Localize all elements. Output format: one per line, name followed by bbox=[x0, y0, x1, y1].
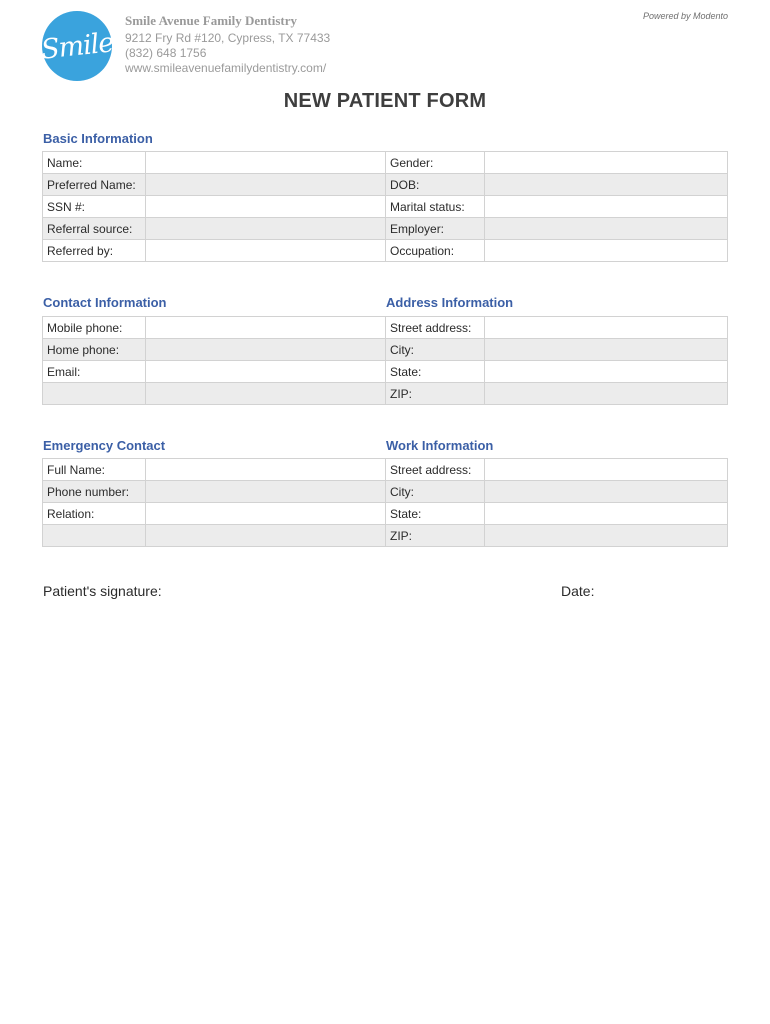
zip-field[interactable] bbox=[485, 383, 728, 405]
gender-field[interactable] bbox=[485, 152, 728, 174]
table-row bbox=[43, 218, 728, 240]
clinic-logo bbox=[39, 11, 115, 81]
name-field[interactable] bbox=[146, 152, 386, 174]
emergency-contact-heading: Emergency Contact bbox=[43, 438, 166, 453]
email-field[interactable] bbox=[146, 361, 386, 383]
field-label: Home phone: bbox=[43, 339, 146, 361]
date-label: Date: bbox=[561, 583, 595, 599]
field-label: City: bbox=[386, 481, 485, 503]
clinic-info bbox=[125, 13, 330, 76]
table-row bbox=[43, 383, 386, 405]
work-info-table bbox=[385, 458, 728, 547]
mobile-phone-field[interactable] bbox=[146, 317, 386, 339]
clinic-phone: (832) 648 1756 bbox=[125, 46, 207, 60]
field-label: ZIP: bbox=[386, 383, 485, 405]
table-row bbox=[43, 459, 386, 481]
table-row bbox=[43, 481, 386, 503]
address-info-heading: Address Information bbox=[386, 295, 514, 310]
table-row bbox=[43, 503, 386, 525]
field-label: City: bbox=[386, 339, 485, 361]
field-label: Street address: bbox=[386, 317, 485, 339]
field-label: Name: bbox=[43, 152, 146, 174]
field-label: DOB: bbox=[386, 174, 485, 196]
field-label: Street address: bbox=[386, 459, 485, 481]
empty-field bbox=[146, 383, 386, 405]
field-label: SSN #: bbox=[43, 196, 146, 218]
table-row bbox=[43, 196, 728, 218]
form-title: NEW PATIENT FORM bbox=[283, 90, 487, 112]
field-label bbox=[43, 525, 146, 547]
field-label: Preferred Name: bbox=[43, 174, 146, 196]
basic-info-heading: Basic Information bbox=[43, 131, 153, 146]
table-row bbox=[386, 525, 728, 547]
field-label: State: bbox=[386, 503, 485, 525]
emergency-contact-table bbox=[42, 458, 386, 547]
referral-source-field[interactable] bbox=[146, 218, 386, 240]
full-name-field[interactable] bbox=[146, 459, 386, 481]
contact-info-heading: Contact Information bbox=[43, 295, 167, 310]
field-label: Referred by: bbox=[43, 240, 146, 262]
work-city-field[interactable] bbox=[485, 481, 728, 503]
work-zip-field[interactable] bbox=[485, 525, 728, 547]
state-field[interactable] bbox=[485, 361, 728, 383]
field-label: Mobile phone: bbox=[43, 317, 146, 339]
logo-text: Smile bbox=[39, 26, 115, 66]
field-label: Marital status: bbox=[386, 196, 485, 218]
employer-field[interactable] bbox=[485, 218, 728, 240]
street-address-field[interactable] bbox=[485, 317, 728, 339]
field-label: Phone number: bbox=[43, 481, 146, 503]
phone-number-field[interactable] bbox=[146, 481, 386, 503]
work-street-address-field[interactable] bbox=[485, 459, 728, 481]
field-label: Email: bbox=[43, 361, 146, 383]
contact-info-table bbox=[42, 316, 386, 405]
work-state-field[interactable] bbox=[485, 503, 728, 525]
empty-field bbox=[146, 525, 386, 547]
ssn-field[interactable] bbox=[146, 196, 386, 218]
signature-label: Patient's signature: bbox=[43, 583, 162, 599]
basic-info-table bbox=[42, 151, 728, 262]
address-info-table bbox=[385, 316, 728, 405]
table-row bbox=[386, 361, 728, 383]
field-label bbox=[43, 383, 146, 405]
table-row bbox=[386, 503, 728, 525]
field-label: Gender: bbox=[386, 152, 485, 174]
referred-by-field[interactable] bbox=[146, 240, 386, 262]
table-row bbox=[43, 174, 728, 196]
table-row bbox=[43, 525, 386, 547]
relation-field[interactable] bbox=[146, 503, 386, 525]
dob-field[interactable] bbox=[485, 174, 728, 196]
table-row bbox=[43, 317, 386, 339]
field-label: State: bbox=[386, 361, 485, 383]
table-row bbox=[43, 339, 386, 361]
field-label: Referral source: bbox=[43, 218, 146, 240]
clinic-name: Smile Avenue Family Dentistry bbox=[125, 13, 297, 28]
table-row bbox=[386, 383, 728, 405]
field-label: Employer: bbox=[386, 218, 485, 240]
occupation-field[interactable] bbox=[485, 240, 728, 262]
work-info-heading: Work Information bbox=[386, 438, 494, 453]
field-label: Occupation: bbox=[386, 240, 485, 262]
home-phone-field[interactable] bbox=[146, 339, 386, 361]
clinic-address: 9212 Fry Rd #120, Cypress, TX 77433 bbox=[125, 31, 331, 45]
field-label: Relation: bbox=[43, 503, 146, 525]
table-row bbox=[43, 152, 728, 174]
clinic-website[interactable]: www.smileavenuefamilydentistry.com/ bbox=[125, 61, 327, 75]
table-row bbox=[386, 481, 728, 503]
marital-status-field[interactable] bbox=[485, 196, 728, 218]
table-row bbox=[43, 361, 386, 383]
table-row bbox=[386, 459, 728, 481]
table-row bbox=[43, 240, 728, 262]
powered-by: Powered by Modento bbox=[642, 11, 728, 21]
city-field[interactable] bbox=[485, 339, 728, 361]
preferred-name-field[interactable] bbox=[146, 174, 386, 196]
field-label: Full Name: bbox=[43, 459, 146, 481]
table-row bbox=[386, 317, 728, 339]
table-row bbox=[386, 339, 728, 361]
field-label: ZIP: bbox=[386, 525, 485, 547]
